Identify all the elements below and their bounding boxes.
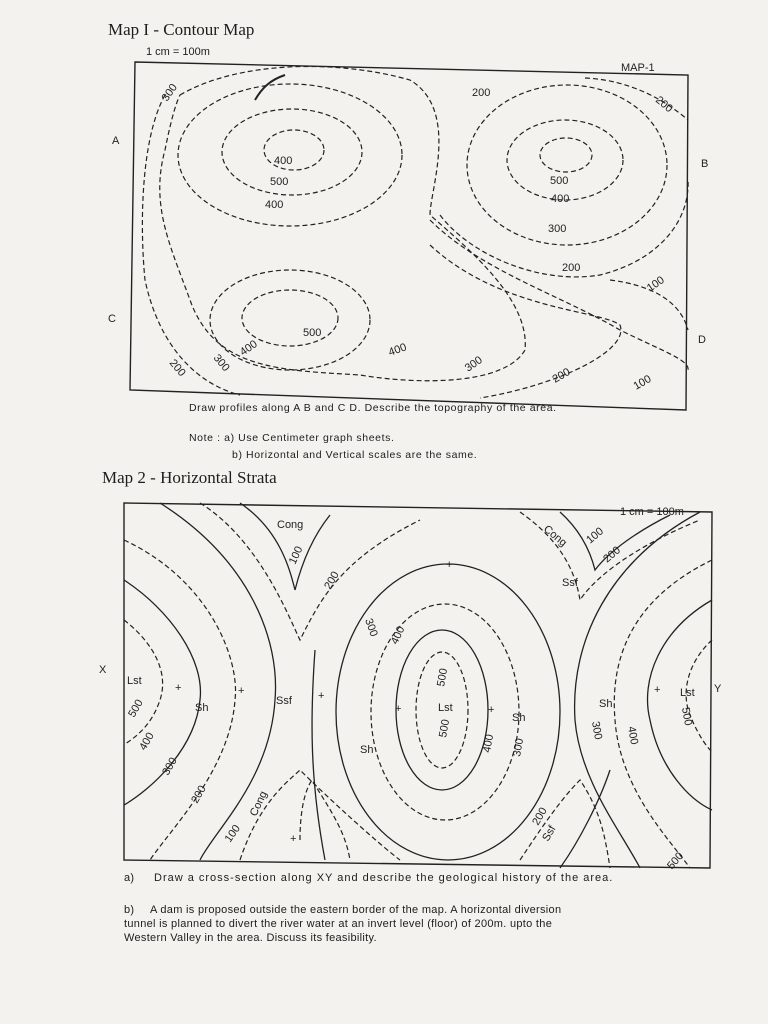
label-ssf: Ssf [276, 695, 292, 707]
label-100: 100 [644, 274, 667, 295]
label-500: 500 [665, 850, 687, 872]
question-b-marker: b) [124, 904, 135, 916]
label-sh: Sh [512, 712, 526, 724]
label-300: 300 [462, 354, 485, 375]
label-400: 400 [237, 338, 260, 359]
label-300: 300 [362, 616, 380, 639]
label-ssf: Ssf [562, 577, 578, 589]
contour-500-hill2 [540, 138, 592, 172]
label-500: 500 [679, 706, 695, 727]
point-d: D [698, 334, 706, 346]
question-b-line2: tunnel is planned to divert the river water at an invert level (floor) of 200m. upto the [124, 918, 553, 930]
contour-400-hill3 [210, 270, 370, 370]
label-lst: Lst [127, 675, 142, 687]
label-500: 500 [437, 718, 453, 739]
question-a: Draw a cross-section along XY and describe the geological history of the area. [154, 872, 614, 884]
label-sh: Sh [599, 698, 613, 710]
contour-400-hill1 [264, 130, 324, 170]
label-500: 500 [550, 175, 569, 187]
contour-500-hill3 [242, 290, 338, 346]
label-500: 500 [303, 327, 322, 339]
label-400: 400 [265, 199, 284, 211]
label-200: 200 [472, 87, 491, 99]
label-500: 500 [435, 667, 451, 688]
label-200: 200 [562, 262, 581, 274]
question-b-line1: A dam is proposed outside the eastern border of the map. A horizontal diversion [150, 904, 562, 916]
question-a-marker: a) [124, 872, 135, 884]
point-y: Y [714, 683, 722, 695]
contour-200-ne [585, 78, 688, 120]
map1-instruction: Draw profiles along A B and C D. Describe the topography of the area. [189, 402, 557, 414]
svg-text:+: + [395, 703, 402, 715]
label-500: 500 [270, 176, 289, 188]
label-100: 100 [222, 822, 243, 845]
question-b-line3: Western Valley in the area. Discuss its feasibility. [124, 932, 377, 944]
label-cong: Cong [541, 523, 569, 550]
label-300: 300 [548, 223, 567, 235]
label-300: 300 [511, 737, 527, 758]
label-sh: Sh [195, 702, 209, 714]
contour-100-east [430, 220, 688, 370]
label-cong: Cong [277, 519, 304, 531]
map2-title: Map 2 - Horizontal Strata [102, 468, 277, 487]
contour-300-south [430, 245, 621, 398]
label-300: 300 [589, 720, 605, 741]
label-400: 400 [274, 155, 293, 167]
svg-text:+: + [318, 690, 325, 702]
label-300: 300 [160, 755, 180, 778]
map1-scale: 1 cm = 100m [146, 46, 210, 58]
label-400: 400 [625, 725, 641, 746]
contour-300-hill2 [467, 85, 667, 245]
map1-note-b: b) Horizontal and Vertical scales are the same. [232, 449, 478, 461]
label-400: 400 [386, 341, 409, 359]
svg-text:+: + [654, 684, 661, 696]
map1-tag: MAP-1 [621, 62, 655, 74]
contour-500-hill1 [222, 109, 362, 195]
label-500: 500 [126, 697, 146, 720]
label-200: 200 [322, 569, 342, 592]
label-400: 400 [481, 733, 497, 754]
label-100: 100 [631, 373, 654, 393]
label-sh: Sh [360, 744, 374, 756]
point-a: A [112, 135, 120, 147]
label-400: 400 [551, 193, 570, 205]
label-300: 300 [159, 81, 180, 104]
label-200: 200 [530, 805, 550, 828]
label-200: 200 [601, 544, 623, 566]
label-100: 100 [286, 544, 306, 567]
svg-text:+: + [290, 833, 297, 845]
label-200: 200 [189, 783, 209, 806]
label-lst: Lst [680, 687, 695, 699]
label-400: 400 [388, 624, 408, 647]
label-100: 100 [584, 525, 606, 547]
label-ssf: Ssf [540, 823, 559, 844]
label-200: 200 [550, 366, 573, 386]
label-400: 400 [137, 730, 157, 753]
map1-note-a: Note : a) Use Centimeter graph sheets. [189, 432, 395, 444]
contour-400-hill2 [507, 120, 623, 200]
point-x: X [99, 664, 107, 676]
map2-scale: 1 cm = 100m [620, 506, 684, 518]
svg-text:+: + [238, 685, 245, 697]
point-b: B [701, 158, 709, 170]
svg-text:+: + [175, 682, 182, 694]
label-300: 300 [210, 352, 232, 374]
label-200: 200 [653, 94, 675, 116]
svg-text:+: + [488, 704, 495, 716]
svg-text:+: + [446, 559, 453, 571]
point-c: C [108, 313, 116, 325]
label-cong: Cong [247, 789, 270, 819]
label-200: 200 [166, 357, 188, 379]
contour-300-west [160, 66, 526, 380]
label-lst: Lst [438, 702, 453, 714]
map1-title: Map I - Contour Map [108, 20, 255, 39]
